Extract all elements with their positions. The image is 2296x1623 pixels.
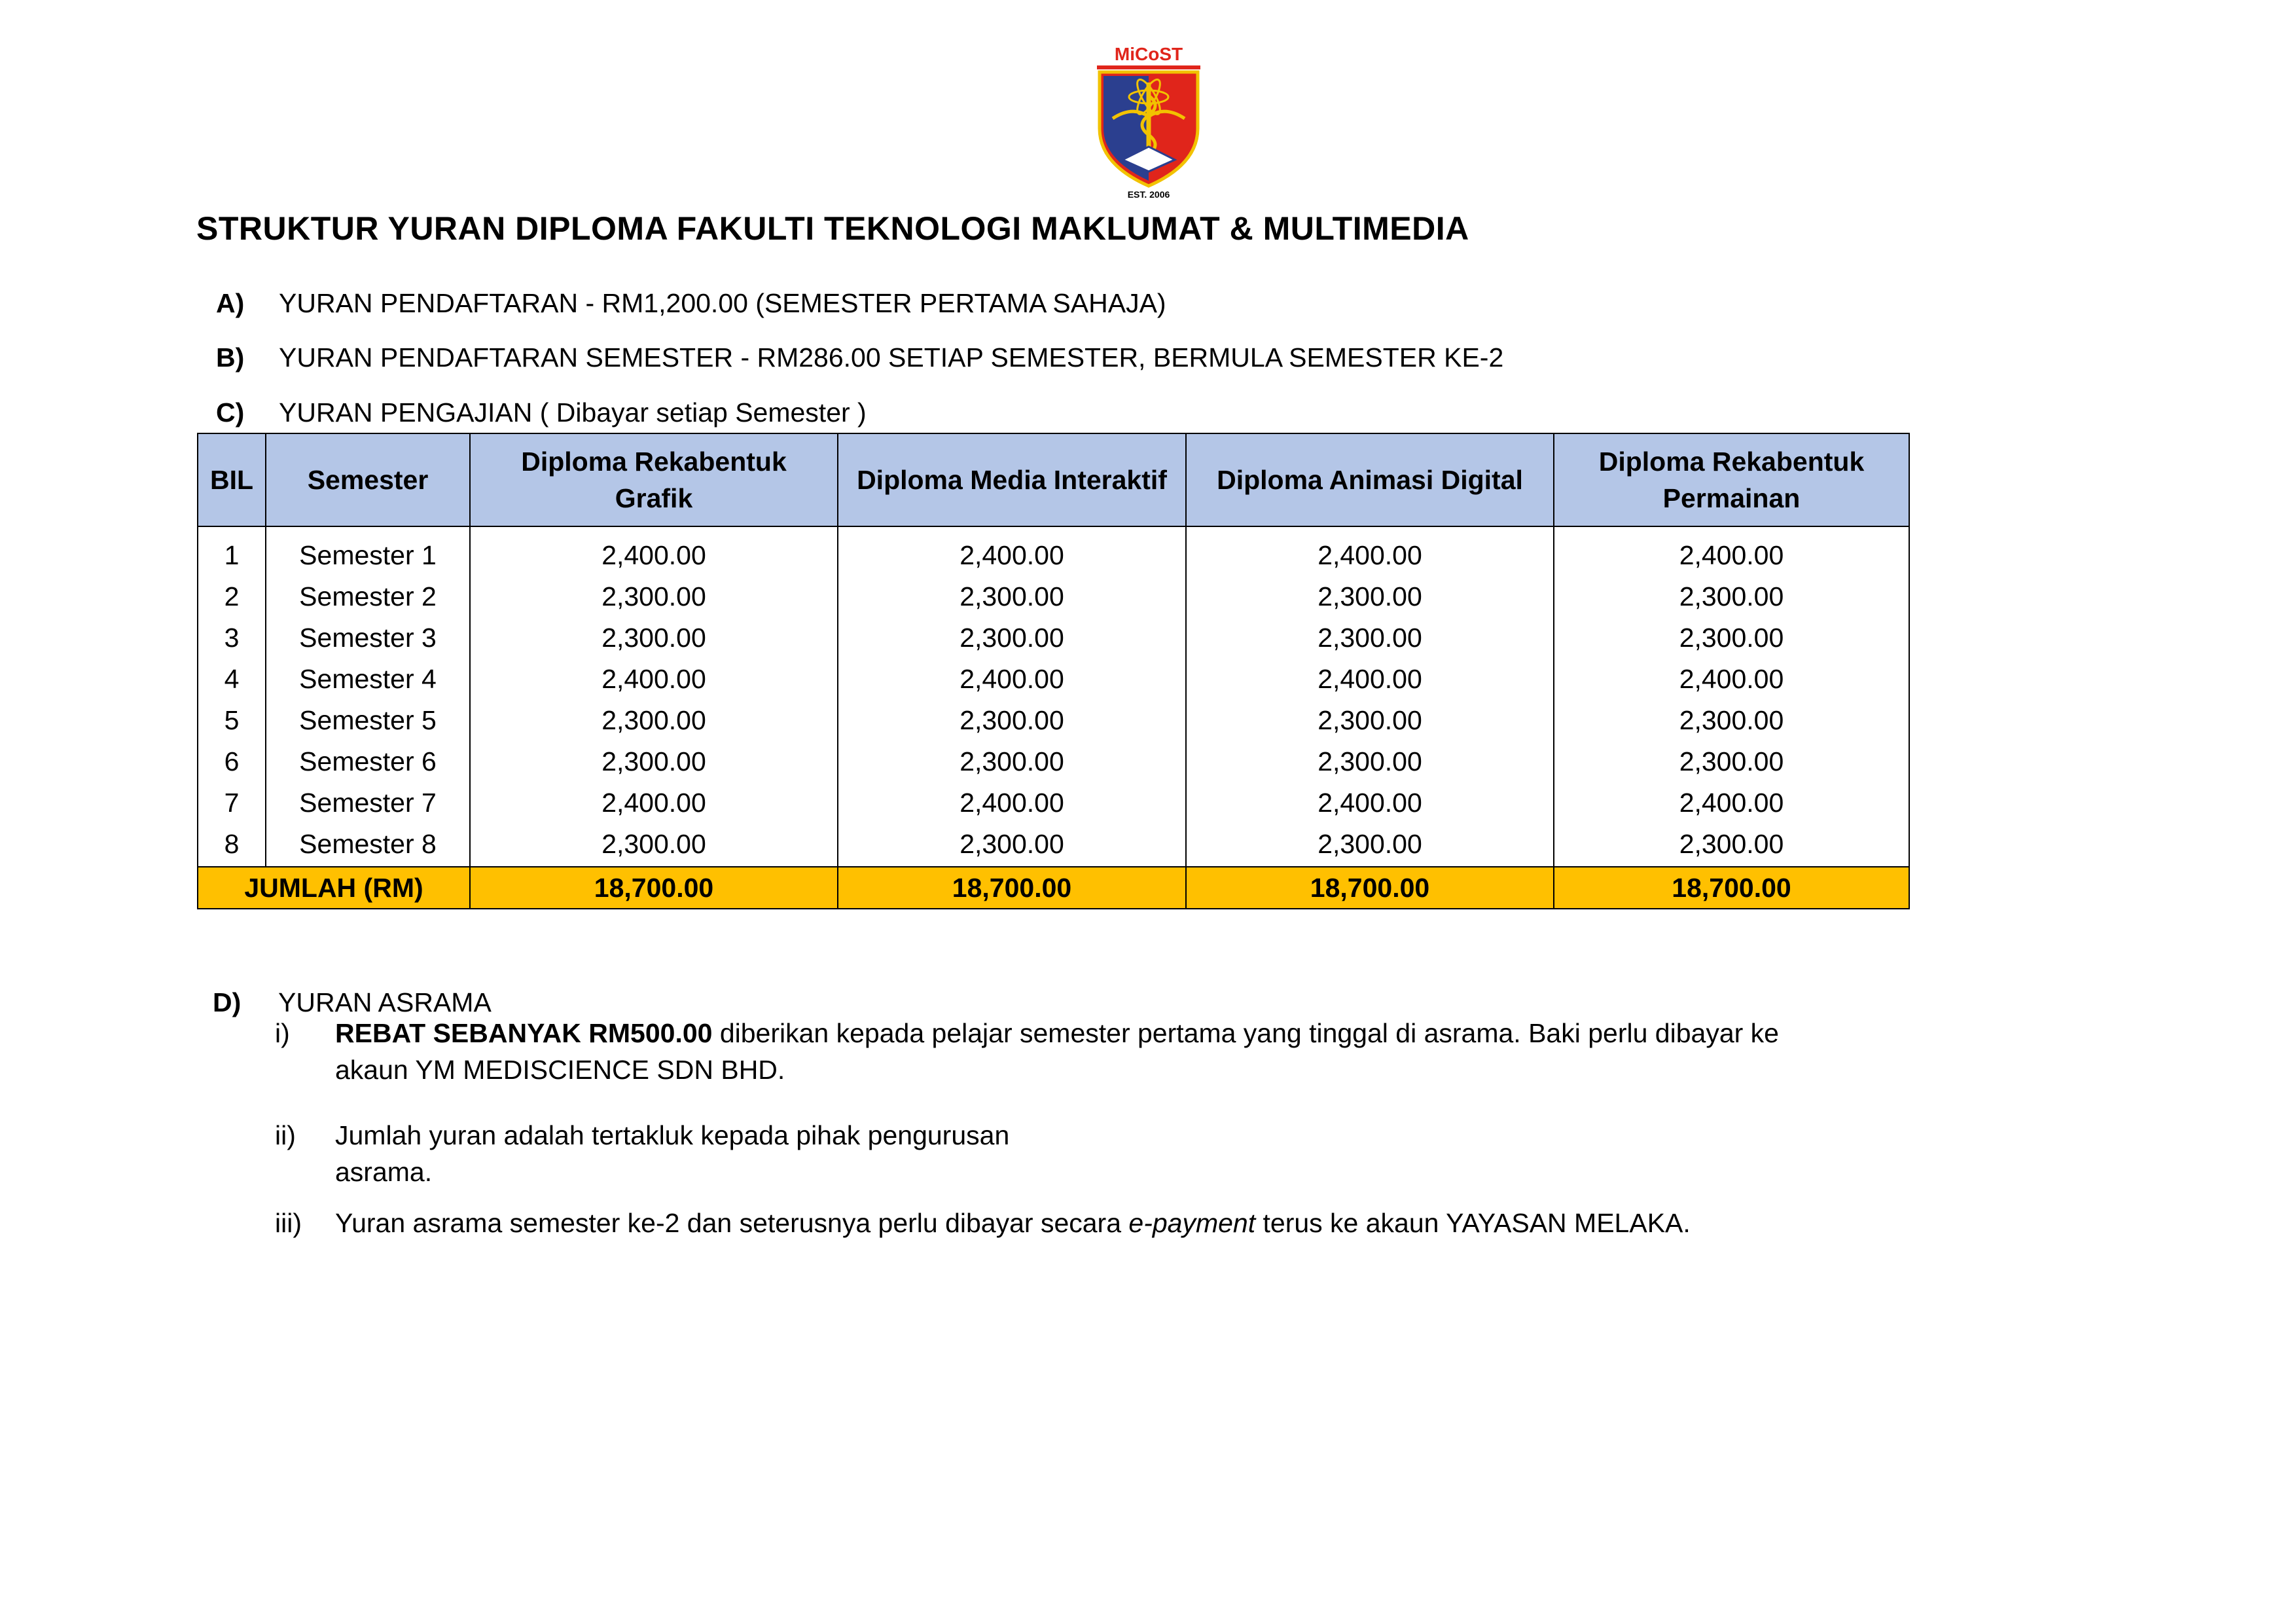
cell-fee: 2,300.00	[1186, 700, 1554, 741]
hostel-item-1	[275, 1015, 1779, 1088]
hostel-item-text: Jumlah yuran adalah tertakluk kepada pihak pengurusan	[335, 1120, 1010, 1150]
hostel-item-num: ii)	[275, 1120, 296, 1150]
cell-fee: 2,400.00	[1186, 526, 1554, 576]
hostel-item-text: Yuran asrama semester ke-2 dan seterusnya perlu dibayar secara	[335, 1208, 1129, 1238]
cell-fee: 2,300.00	[838, 576, 1186, 617]
cell-fee: 2,300.00	[1186, 576, 1554, 617]
hostel-item-num: iii)	[275, 1208, 302, 1238]
cell-fee: 2,400.00	[838, 659, 1186, 700]
cell-semester: Semester 7	[266, 782, 470, 824]
e-payment-italic: e-payment	[1128, 1208, 1256, 1238]
table-row	[198, 526, 1909, 576]
cell-bil: 3	[198, 617, 266, 659]
cell-semester: Semester 1	[266, 526, 470, 576]
cell-fee: 2,400.00	[838, 526, 1186, 576]
total-value: 18,700.00	[1554, 867, 1909, 909]
hostel-item-num: i)	[275, 1018, 290, 1048]
cell-semester: Semester 6	[266, 741, 470, 782]
section-c-letter: C)	[216, 397, 245, 428]
cell-semester: Semester 8	[266, 824, 470, 867]
table-row	[198, 741, 1909, 782]
cell-fee: 2,300.00	[470, 824, 838, 867]
section-b	[216, 342, 1503, 373]
table-header-row	[198, 433, 1909, 526]
hostel-item-text: diberikan kepada pelajar semester pertama yang tinggal di asrama. Baki perlu dibayar ke	[712, 1018, 1779, 1048]
cell-fee: 2,300.00	[1554, 617, 1909, 659]
header-animasi-digital: Diploma Animasi Digital	[1186, 433, 1554, 526]
cell-fee: 2,300.00	[838, 741, 1186, 782]
page-title: STRUKTUR YURAN DIPLOMA FAKULTI TEKNOLOGI MAKLUMAT & MULTIMEDIA	[196, 210, 1469, 247]
fee-table	[197, 433, 1910, 909]
cell-fee: 2,300.00	[470, 741, 838, 782]
section-a	[216, 288, 1166, 319]
cell-fee: 2,400.00	[470, 782, 838, 824]
section-b-letter: B)	[216, 342, 245, 373]
cell-bil: 2	[198, 576, 266, 617]
cell-fee: 2,400.00	[1186, 659, 1554, 700]
cell-bil: 1	[198, 526, 266, 576]
cell-fee: 2,400.00	[470, 526, 838, 576]
cell-bil: 5	[198, 700, 266, 741]
cell-semester: Semester 5	[266, 700, 470, 741]
cell-fee: 2,400.00	[470, 659, 838, 700]
cell-bil: 4	[198, 659, 266, 700]
header-rekabentuk-grafik: Diploma Rekabentuk Grafik	[470, 433, 838, 526]
header-bil: BIL	[198, 433, 266, 526]
section-a-text: YURAN PENDAFTARAN - RM1,200.00 (SEMESTER PERTAMA SAHAJA)	[279, 288, 1166, 318]
cell-fee: 2,300.00	[470, 700, 838, 741]
table-row	[198, 659, 1909, 700]
section-b-text: YURAN PENDAFTARAN SEMESTER - RM286.00 SETIAP SEMESTER, BERMULA SEMESTER KE-2	[279, 342, 1504, 373]
hostel-item-3	[275, 1205, 1691, 1241]
section-c	[216, 397, 867, 428]
table-row	[198, 700, 1909, 741]
cell-fee: 2,300.00	[1554, 576, 1909, 617]
header-media-interaktif: Diploma Media Interaktif	[838, 433, 1186, 526]
cell-fee: 2,300.00	[1554, 741, 1909, 782]
cell-fee: 2,300.00	[470, 576, 838, 617]
header-rekabentuk-permainan: Diploma Rekabentuk Permainan	[1554, 433, 1909, 526]
table-row	[198, 782, 1909, 824]
cell-fee: 2,400.00	[1554, 526, 1909, 576]
cell-fee: 2,400.00	[838, 782, 1186, 824]
section-a-letter: A)	[216, 288, 245, 318]
section-d	[213, 978, 492, 1018]
cell-fee: 2,300.00	[1186, 824, 1554, 867]
cell-fee: 2,300.00	[1186, 617, 1554, 659]
cell-fee: 2,400.00	[1554, 782, 1909, 824]
micost-logo	[1093, 43, 1204, 200]
hostel-item-text-2: terus ke akaun YAYASAN MELAKA.	[1255, 1208, 1691, 1238]
cell-bil: 6	[198, 741, 266, 782]
hostel-item-2	[275, 1117, 1009, 1190]
cell-fee: 2,400.00	[1554, 659, 1909, 700]
cell-bil: 7	[198, 782, 266, 824]
table-row	[198, 576, 1909, 617]
table-row	[198, 824, 1909, 867]
cell-fee: 2,400.00	[1186, 782, 1554, 824]
cell-semester: Semester 4	[266, 659, 470, 700]
hostel-item-text-2: akaun YM MEDISCIENCE SDN BHD.	[335, 1055, 785, 1085]
total-value: 18,700.00	[838, 867, 1186, 909]
section-d-letter: D)	[213, 987, 242, 1017]
cell-fee: 2,300.00	[838, 824, 1186, 867]
cell-semester: Semester 2	[266, 576, 470, 617]
table-row	[198, 617, 1909, 659]
section-c-text: YURAN PENGAJIAN ( Dibayar setiap Semester )	[279, 397, 867, 428]
cell-semester: Semester 3	[266, 617, 470, 659]
cell-fee: 2,300.00	[1186, 741, 1554, 782]
total-row	[198, 867, 1909, 909]
cell-bil: 8	[198, 824, 266, 867]
logo-est: EST. 2006	[1127, 189, 1170, 200]
total-label: JUMLAH (RM)	[198, 867, 470, 909]
cell-fee: 2,300.00	[1554, 824, 1909, 867]
section-d-title: YURAN ASRAMA	[278, 987, 492, 1017]
total-value: 18,700.00	[470, 867, 838, 909]
rebate-bold: REBAT SEBANYAK RM500.00	[335, 1018, 713, 1048]
cell-fee: 2,300.00	[470, 617, 838, 659]
header-semester: Semester	[266, 433, 470, 526]
logo-name: MiCoST	[1114, 44, 1183, 64]
total-value: 18,700.00	[1186, 867, 1554, 909]
cell-fee: 2,300.00	[838, 700, 1186, 741]
cell-fee: 2,300.00	[1554, 700, 1909, 741]
cell-fee: 2,300.00	[838, 617, 1186, 659]
hostel-item-text-2: asrama.	[335, 1157, 433, 1187]
